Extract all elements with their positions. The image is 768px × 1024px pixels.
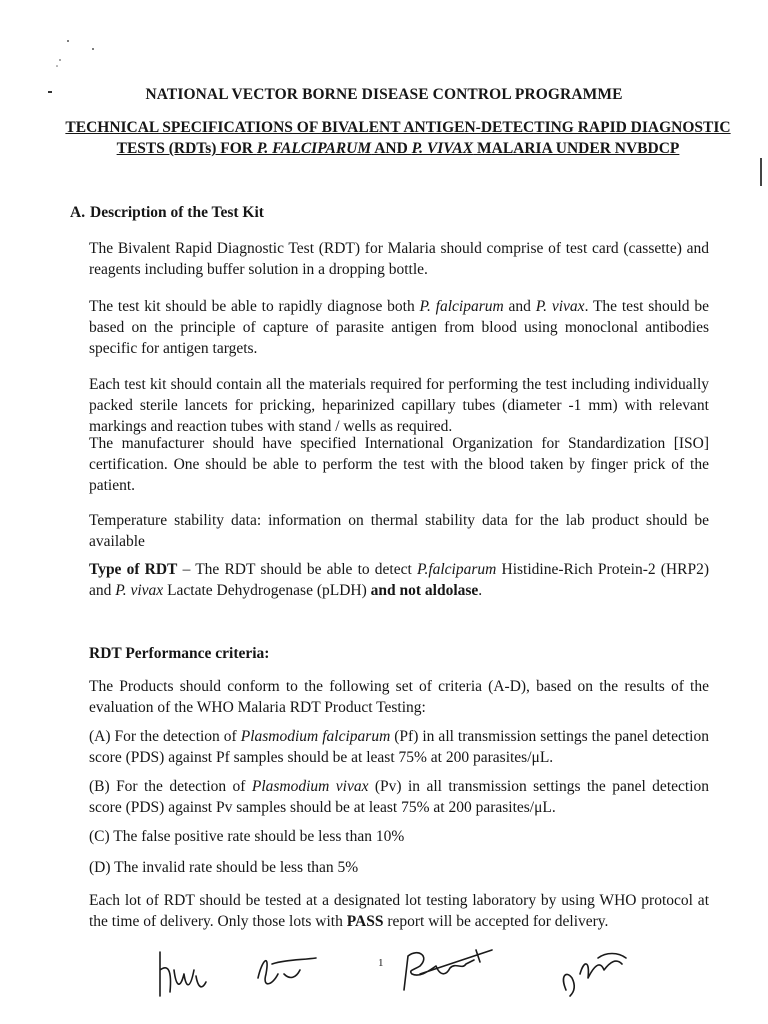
not-aldolase-bold: and not aldolase — [370, 582, 479, 599]
signature-3 — [404, 950, 492, 990]
type-of-rdt-label: Type of RDT — [89, 561, 178, 578]
paragraph-rdt-composition: The Bivalent Rapid Diagnostic Test (RDT) for Malaria should comprise of test card (cassette) and reagents including buffer solution in a dropping bottle. — [89, 240, 709, 278]
title-species-vivax: P. VIVAX — [411, 140, 474, 157]
text-span: The test kit should be able to rapidly diagnose both — [89, 298, 420, 315]
text-span: report will be accepted for delivery. — [383, 913, 609, 930]
species-italic: P. vivax — [115, 582, 164, 599]
text-span: and — [503, 298, 536, 315]
text-span: (Pf) in all transmission settings the panel detection score (PDS) against Pf samples should be at least 75% at 200 parasites/μL. — [89, 728, 709, 766]
paragraph-lot-testing — [89, 890, 709, 932]
page-number: 1 — [378, 957, 384, 969]
paragraph-performance-intro: The Products should conform to the following set of criteria (A-D), based on the results of the evaluation of the WHO Malaria RDT Product Testing: — [89, 678, 709, 716]
paragraph-kit-contents: Each test kit should contain all the materials required for performing the test including individually packed sterile lancets for pricking, heparinized capillary tubes (diameter -1 mm) with relevant markings and reaction tubes with stand / wells as required. — [89, 376, 709, 435]
scan-edge-mark — [760, 158, 762, 186]
paragraph-diagnosis — [89, 296, 709, 359]
section-letter: A. — [70, 204, 86, 221]
text-span: Histidine-Rich Protein-2 (HRP2) and — [89, 561, 709, 599]
species-italic: P. vivax — [535, 298, 585, 315]
paragraph-type-of-rdt — [89, 559, 709, 601]
document-title — [52, 117, 744, 159]
text-span: (Pv) in all transmission settings the panel detection score (PDS) against Pv samples should be at least 75% at 200 parasites/μL. — [89, 778, 709, 816]
pass-bold: PASS — [346, 913, 384, 930]
title-text-and: AND — [371, 140, 412, 157]
paragraph-iso-certification: The manufacturer should have specified International Organization for Standardization [ISO] certification. One should be able to perform the test with the blood taken by finger prick of the patient. — [89, 435, 709, 494]
text-span: (A) For the detection of — [89, 728, 241, 745]
criterion-d: (D) The invalid rate should be less than 5% — [89, 859, 359, 876]
text-span: Lactate Dehydrogenase (pLDH) — [163, 582, 371, 599]
scan-specks — [0, 0, 120, 100]
signatures — [0, 930, 768, 1024]
section-a-heading — [70, 204, 264, 222]
signature-2 — [258, 958, 316, 984]
species-italic: Plasmodium vivax — [251, 778, 369, 795]
section-heading-text: Description of the Test Kit — [90, 204, 264, 221]
text-span: . The test should be based on the principle of capture of parasite antigen from blood using monoclonal antibodies specific for antigen targets. — [89, 298, 709, 357]
text-span: . — [478, 582, 483, 599]
title-text-2: MALARIA UNDER NVBDCP — [473, 140, 680, 157]
title-species-falciparum: P. FALCIPARUM — [256, 140, 372, 157]
criterion-b — [89, 776, 709, 818]
text-span: – The RDT should be able to detect — [177, 561, 417, 578]
signature-1 — [160, 952, 206, 996]
text-span: (B) For the detection of — [89, 778, 252, 795]
criterion-a — [89, 726, 709, 768]
criterion-c: (C) The false positive rate should be less than 10% — [89, 828, 405, 845]
species-italic: Plasmodium falciparum — [240, 728, 391, 745]
programme-title: NATIONAL VECTOR BORNE DISEASE CONTROL PROGRAMME — [145, 86, 623, 103]
paragraph-temperature-stability: Temperature stability data: information on thermal stability data for the lab product should be available — [89, 512, 709, 550]
performance-heading: RDT Performance criteria: — [89, 645, 270, 662]
signature-4 — [564, 954, 626, 997]
species-italic: P.falciparum — [416, 561, 497, 578]
text-span: Each lot of RDT should be tested at a designated lot testing laboratory by using WHO protocol at the time of delivery. Only those lots with — [89, 892, 709, 930]
species-italic: P. falciparum — [419, 298, 504, 315]
title-text-1: TECHNICAL SPECIFICATIONS OF BIVALENT ANTIGEN-DETECTING RAPID DIAGNOSTIC TESTS (RDTs) FOR — [65, 119, 731, 157]
